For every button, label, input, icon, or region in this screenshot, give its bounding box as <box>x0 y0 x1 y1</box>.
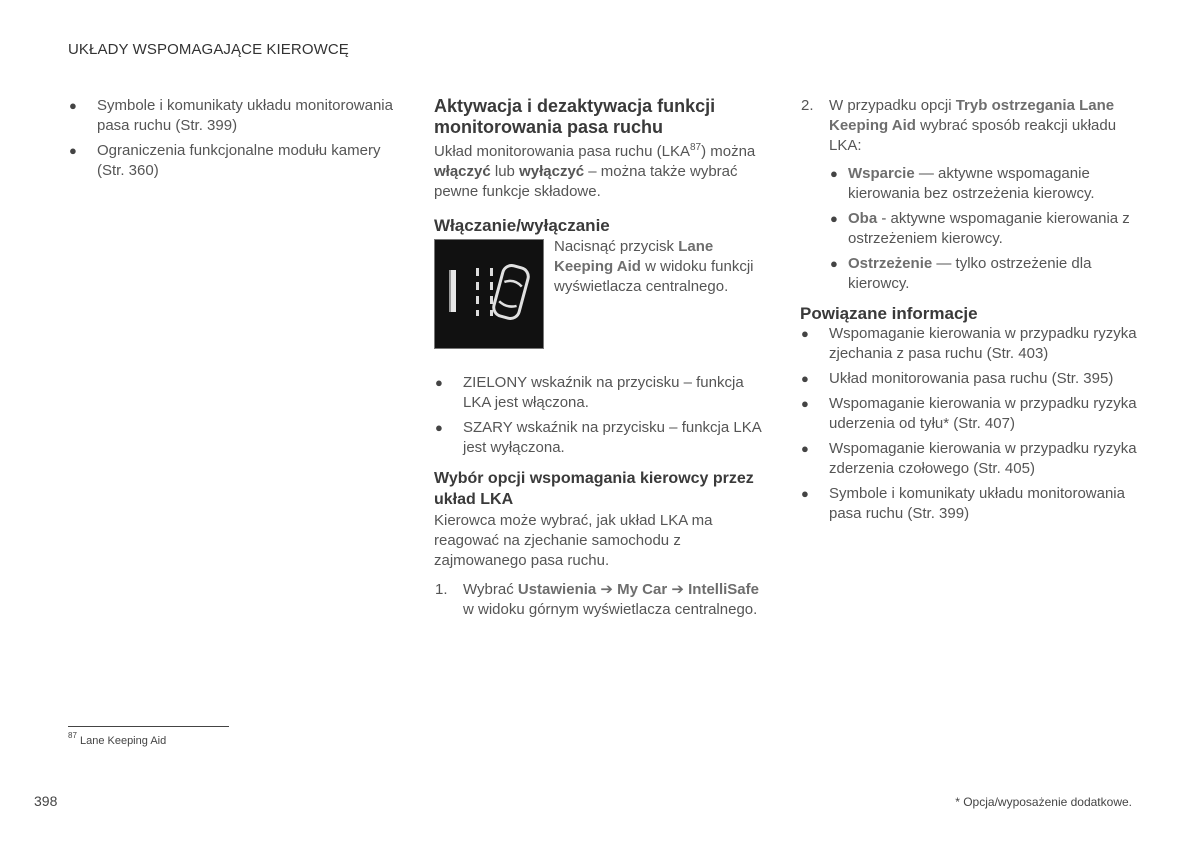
steps-list-continued <box>800 96 1140 294</box>
list-item[interactable]: ● Wspomaganie kierowania w przypadku ryzyka zderzenia czołowego (Str. 405) <box>801 440 1137 477</box>
menu-settings: Ustawienia <box>517 581 597 598</box>
disable-term: wyłączyć <box>519 163 585 180</box>
lane-keeping-aid-button-icon <box>434 239 544 349</box>
bullet-icon: ● <box>69 143 77 158</box>
menu-intellisafe: IntelliSafe <box>688 581 759 598</box>
list-item: ● ZIELONY wskaźnik na przycisku – funkcja LKA jest włączona. <box>435 374 744 411</box>
list-item[interactable]: ● Wspomaganie kierowania w przypadku ryzyka uderzenia od tyłu* (Str. 407) <box>801 395 1137 432</box>
toggle-instruction: Nacisnąć przycisk Lane Keeping Aid w widoku funkcji wyświetlacza centralnego. <box>554 238 754 295</box>
indicator-list <box>434 373 770 458</box>
column-middle <box>434 96 770 620</box>
bullet-icon: ● <box>435 375 443 390</box>
menu-my-car: My Car <box>617 581 668 598</box>
option-paragraph: Kierowca może wybrać, jak układ LKA ma reagować na zjechanie samochodu z zajmowanego pasa ruchu. <box>434 512 713 569</box>
enable-term: włączyć <box>434 163 491 180</box>
bullet-icon: ● <box>830 166 838 181</box>
option-heading: Wybór opcji wspomagania kierowcy przez układ LKA <box>434 470 754 508</box>
bullet-icon: ● <box>801 396 809 411</box>
optional-equipment-note: * Opcja/wyposażenie dodatkowe. <box>955 795 1132 809</box>
column-right <box>800 96 1140 529</box>
step-item: 1. Wybrać Ustawienia ➔ My Car ➔ IntelliSafe w widoku górnym wyświetlacza centralnego. <box>435 581 759 618</box>
bullet-icon: ● <box>801 441 809 456</box>
bullet-icon: ● <box>801 371 809 386</box>
arrow-right-icon: ➔ <box>671 581 684 598</box>
list-item[interactable]: ● Wspomaganie kierowania w przypadku ryzyka zjechania z pasa ruchu (Str. 403) <box>801 325 1137 362</box>
mode-list <box>829 164 1140 294</box>
section-header: UKŁADY WSPOMAGAJĄCE KIEROWCĘ <box>68 41 349 58</box>
bullet-icon: ● <box>830 256 838 271</box>
bullet-icon: ● <box>801 326 809 341</box>
related-list <box>800 324 1140 524</box>
mode-item: ● Wsparcie — aktywne wspomaganie kierowania bez ostrzeżenia kierowcy. <box>830 165 1095 202</box>
page-number: 398 <box>34 793 58 809</box>
link-list <box>68 96 398 181</box>
footnote-ref[interactable]: 87 <box>689 142 702 153</box>
list-item: ● SZARY wskaźnik na przycisku – funkcja LKA jest wyłączona. <box>435 419 761 456</box>
related-heading: Powiązane informacje <box>800 304 978 323</box>
list-item[interactable]: ● Ograniczenia funkcjonalne modułu kamery (Str. 360) <box>69 142 381 179</box>
list-item[interactable]: ● Układ monitorowania pasa ruchu (Str. 395) <box>801 370 1114 387</box>
bullet-icon: ● <box>830 211 838 226</box>
intro-paragraph: Układ monitorowania pasa ruchu (LKA$^{87}$) można włączyć lub wyłączyć – można także wybrać pewne funkcje składowe. <box>434 142 756 200</box>
column-left <box>68 96 398 186</box>
toggle-heading: Włączanie/wyłączanie <box>434 216 610 235</box>
lane-keeping-aid-label: Lane Keeping Aid <box>554 238 714 275</box>
bullet-icon: ● <box>69 98 77 113</box>
footnote: $^{87}$ Lane Keeping Aid <box>68 731 167 747</box>
bullet-icon: ● <box>801 486 809 501</box>
arrow-right-icon: ➔ <box>600 581 613 598</box>
step-item: 2. W przypadku opcji Tryb ostrzegania Lane Keeping Aid wybrać sposób reakcji układu LKA: ● Wsparcie — aktywne wspomaganie kierowania bez ostrzeżenia kierowcy. ● Oba - aktywne wspomaganie kierowania z ostrzeżeniem kierowcy. ● Ostrzeżenie — tylko ostrzeżenie dla kierowcy. <box>800 96 1140 294</box>
warning-mode-label: Tryb ostrzegania Lane Keeping Aid <box>829 97 1115 134</box>
footnote-divider <box>68 726 229 727</box>
toggle-block <box>434 237 770 349</box>
list-item[interactable]: ● Symbole i komunikaty układu monitorowania pasa ruchu (Str. 399) <box>801 485 1125 522</box>
bullet-icon: ● <box>435 420 443 435</box>
list-item[interactable]: ● Symbole i komunikaty układu monitorowania pasa ruchu (Str. 399) <box>69 97 393 134</box>
section-title: Aktywacja i dezaktywacja funkcji monitorowania pasa ruchu <box>434 96 716 137</box>
mode-item: ● Oba - aktywne wspomaganie kierowania z ostrzeżeniem kierowcy. <box>830 210 1130 247</box>
mode-item: ● Ostrzeżenie — tylko ostrzeżenie dla kierowcy. <box>830 255 1092 292</box>
steps-list <box>434 580 770 620</box>
